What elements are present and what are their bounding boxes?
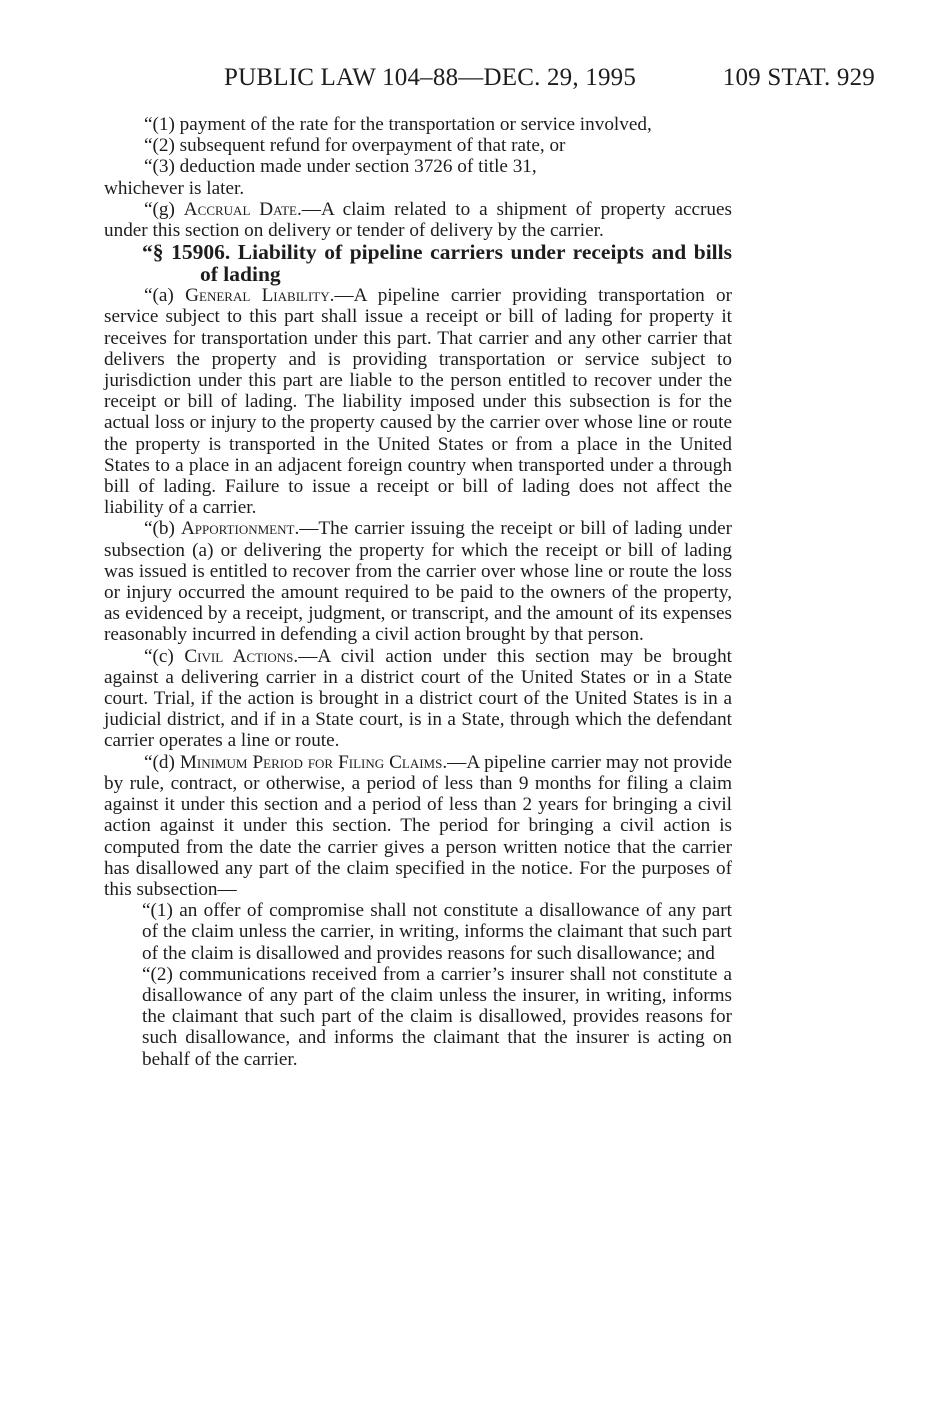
subsection-d-text: .—A pipeline carrier may not provide by rule, contract, or otherwise, a period of less than 9 months for filing a claim against it under this section and a period of less than 2 years for bringing a civil action against it under this section. The period for bringing a civil action is computed from the date the carrier gives a person written notice that the carrier has disallowed any part of the claim specified in the notice. For the purposes of this subsection—	[104, 751, 732, 900]
subsection-a-prefix: “(a)	[144, 285, 186, 307]
subsection-c-text: .—A civil action under this section may be brought against a delivering carrier in a district court of the United States or in a State court. Trial, if the action is brought in a district court of the United States is in a judicial district, and if in a State court, is in a State, through which the defendant carrier operates a line or route.	[104, 645, 733, 752]
section-heading: “§ 15906. Liability of pipeline carriers under receipts and bills of lading	[142, 240, 732, 287]
paragraph-whichever: whichever is later.	[104, 177, 245, 199]
public-law-title: PUBLIC LAW 104–88—DEC. 29, 1995	[224, 64, 637, 91]
statute-page-number: 109 STAT. 929	[722, 64, 875, 91]
paragraph-d2-insurer: “(2) communications received from a carrier’s insurer shall not constitute a disallowance of any part of the claim unless the insurer, in writing, informs the claimant that such part of the claim is disallowed, provides reasons for such disallowance, and informs the claimant that the insurer is acting on behalf of the carrier.	[142, 963, 732, 1070]
subsection-a-title: General Liability	[185, 285, 330, 307]
subsection-g-prefix: “(g)	[144, 198, 184, 220]
subsection-d-title: Minimum Period for Filing Claims	[179, 751, 443, 773]
paragraph-d1-compromise: “(1) an offer of compromise shall not constitute a disallowance of any part of the claim unless the carrier, in writing, informs the claimant that such part of the claim is disallowed and provides reasons for such disallowance; and	[142, 900, 732, 964]
subsection-g-title: Accrual Date	[183, 198, 297, 220]
subsection-b	[104, 518, 732, 645]
subsection-b-prefix: “(b)	[144, 518, 181, 540]
paragraph-refund: “(2) subsequent refund for overpayment of that rate, or	[144, 135, 566, 157]
subsection-c-title: Civil Actions	[184, 645, 294, 667]
subsection-c	[104, 646, 732, 752]
subsection-d	[104, 752, 732, 900]
subsection-b-text: .—The carrier issuing the receipt or bill of lading under subsection (a) or delivering the property for which the receipt or bill of lading was issued is entitled to recover from the carrier over whose line or route the loss or injury occurred the amount required to be paid to the owners of the property, as evidenced by a receipt, judgment, or transcript, and the amount of its expenses reasonably incurred in defending a civil action brought by that person.	[104, 518, 733, 646]
subsection-c-prefix: “(c)	[144, 645, 185, 667]
subsection-a-text: .—A pipeline carrier providing transportation or service subject to this part shall issue a receipt or bill of lading for property it receives for transportation under this part. That carrier and any other carrier that delivers the property and is providing transportation or service subject to jurisdiction under this part are liable to the person entitled to recover under the receipt or bill of lading. The liability imposed under this subsection is for the actual loss or injury to the property caused by the carrier over whose line or route the property is transported in the United States or from a place in the United States to a place in an adjacent foreign country when transported under a through bill of lading. Failure to issue a receipt or bill of lading does not affect the liability of a carrier.	[104, 285, 733, 519]
paragraph-deduction: “(3) deduction made under section 3726 of title 31,	[144, 156, 537, 178]
subsection-g-text: .—A claim related to a shipment of property accrues under this section on delivery or tender of delivery by the carrier.	[104, 198, 733, 242]
subsection-a	[104, 285, 732, 518]
subsection-b-title: Apportionment	[180, 518, 295, 540]
page-header	[0, 64, 947, 98]
subsection-d-prefix: “(d)	[144, 751, 180, 773]
subsection-g	[104, 199, 732, 241]
statute-text	[104, 114, 732, 1070]
paragraph-payment: “(1) payment of the rate for the transportation or service involved,	[144, 114, 652, 135]
